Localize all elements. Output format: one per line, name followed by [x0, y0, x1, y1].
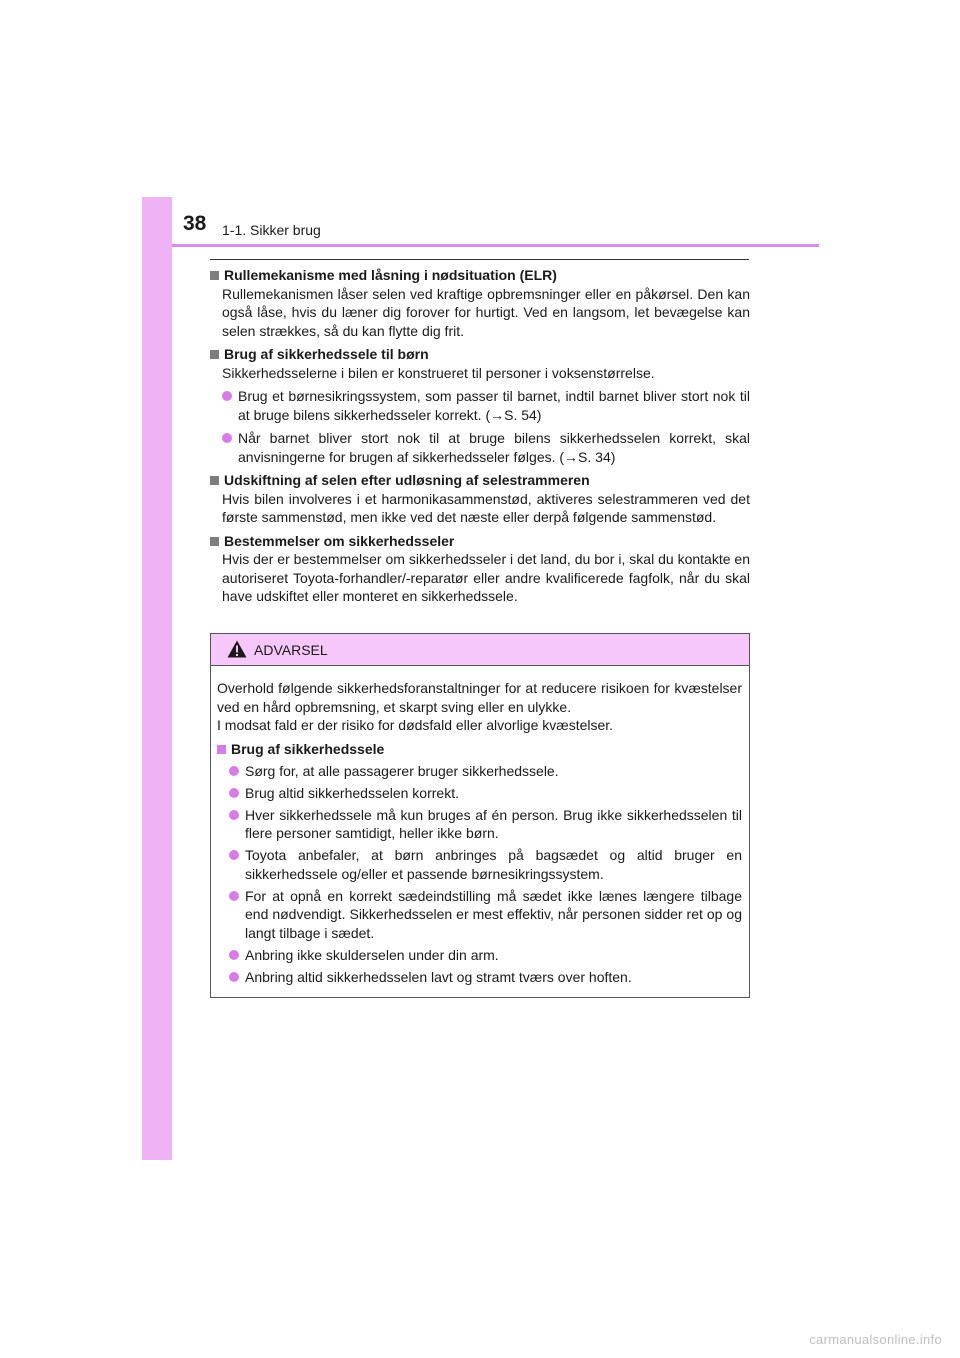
section-title: 1-1. Sikker brug [222, 222, 321, 238]
section-pretensioner-replacement [210, 471, 750, 527]
section-heading [210, 345, 750, 364]
page-number: 38 [183, 212, 207, 235]
list-item [217, 806, 742, 843]
warning-label: ADVARSEL [254, 642, 328, 658]
round-bullet-icon [222, 391, 232, 401]
round-bullet-icon [229, 891, 239, 901]
list-item [217, 968, 742, 987]
section-body: Hvis der er bestemmelser om sikkerhedsseler i det land, du bor i, skal du kontakte en autoriseret Toyota-forhandler/-reparatør eller andre kvalificerede fagfolk, når du skal have udskiftet eller monteret en sikkerhedssele. [222, 551, 750, 604]
list-item-text: Hver sikkerhedssele må kun bruges af én person. Brug ikke sikkerhedsselen til flere personer samtidigt, heller ikke børn. [245, 806, 742, 841]
square-bullet-icon [210, 350, 219, 359]
round-bullet-icon [229, 788, 239, 798]
section-heading [210, 266, 750, 285]
section-heading [210, 532, 750, 551]
square-bullet-icon [210, 537, 219, 546]
list-item [217, 762, 742, 781]
footer-watermark[interactable]: carmanualsonline.info [809, 1332, 942, 1347]
warning-box [210, 633, 750, 998]
round-bullet-icon [229, 972, 239, 982]
section-heading-text: Rullemekanisme med låsning i nødsituation (ELR) [224, 267, 557, 283]
list-item-text: Brug altid sikkerhedsselen korrekt. [245, 784, 459, 801]
section-body: Rullemekanismen låser selen ved kraftige opbremsninger eller en påkørsel. Den kan også låse, hvis du læner dig forover for hurtigt. Ved en langsom, let bevægelse kan selen strækkes, så du kan flytte dig frit. [222, 285, 750, 339]
warning-intro [217, 679, 742, 735]
warning-body [211, 666, 749, 986]
list-item [210, 387, 750, 424]
round-bullet-icon [222, 433, 232, 443]
square-bullet-icon [217, 745, 226, 754]
list-item-text: Brug et børnesikringssystem, som passer til barnet, indtil barnet bliver stort nok til at bruge bilens sikkerhedsseler korrekt. (→S. 54) [238, 388, 750, 423]
section-body: Hvis bilen involveres i et harmonikasammenstød, aktiveres selestrammeren ved det første sammenstød, men ikke ved det næste eller derpå følgende sammenstød. [222, 490, 750, 525]
list-item-text: For at opnå en korrekt sædeindstilling må sædet ikke lænes længere tilbage end nødvendigt. Sikkerhedsselen er mest effektiv, når personen sidder ret op og langt tilbage i sædet. [245, 887, 742, 941]
section-regulations [210, 532, 750, 606]
warning-intro-line: I modsat fald er der risiko for dødsfald eller alvorlige kvæstelser. [217, 717, 614, 733]
side-tab-strip [142, 197, 172, 1160]
section-elr [210, 266, 750, 340]
square-bullet-icon [210, 271, 219, 280]
list-item [217, 784, 742, 803]
list-item-text: Sørg for, at alle passagerer bruger sikkerhedssele. [245, 762, 559, 779]
list-item-text: Anbring ikke skulderselen under din arm. [245, 946, 499, 963]
section-body: Sikkerhedsselerne i bilen er konstrueret til personer i voksenstørrelse. [222, 364, 655, 381]
list-item [210, 429, 750, 466]
content-top-rule [210, 259, 749, 260]
main-content [210, 266, 750, 611]
warning-triangle-icon [227, 640, 247, 658]
warning-intro-line: Overhold følgende sikkerhedsforanstaltninger for at reducere risikoen for kvæstelser ved en hård opbremsning, et skarpt sving eller en ulykke. [217, 680, 742, 715]
square-bullet-icon [210, 476, 219, 485]
list-item [217, 846, 742, 883]
section-heading [210, 471, 750, 490]
section-heading-text: Brug af sikkerhedssele til børn [224, 346, 429, 362]
header-rule [172, 244, 819, 247]
list-item [217, 887, 742, 943]
list-item-text: Når barnet bliver stort nok til at bruge bilens sikkerhedsselen korrekt, skal anvisningerne for brugen af sikkerhedsseler følges. (→S. 34) [238, 430, 750, 465]
round-bullet-icon [229, 950, 239, 960]
list-item-text: Anbring altid sikkerhedsselen lavt og stramt tværs over hoften. [245, 968, 632, 985]
round-bullet-icon [229, 810, 239, 820]
round-bullet-icon [229, 850, 239, 860]
round-bullet-icon [229, 766, 239, 776]
list-item [217, 946, 742, 965]
warning-header [211, 634, 749, 666]
section-heading-text: Udskiftning af selen efter udløsning af selestrammeren [224, 472, 590, 488]
section-heading-text: Bestemmelser om sikkerhedsseler [224, 532, 455, 549]
list-item-text: Toyota anbefaler, at børn anbringes på bagsædet og altid bruger en sikkerhedssele og/eller et passende børnesikringssystem. [245, 847, 742, 882]
warning-subsection-heading [217, 740, 742, 759]
section-child-seatbelt [210, 345, 750, 466]
warning-subsection-heading-text: Brug af sikkerhedssele [231, 740, 385, 757]
